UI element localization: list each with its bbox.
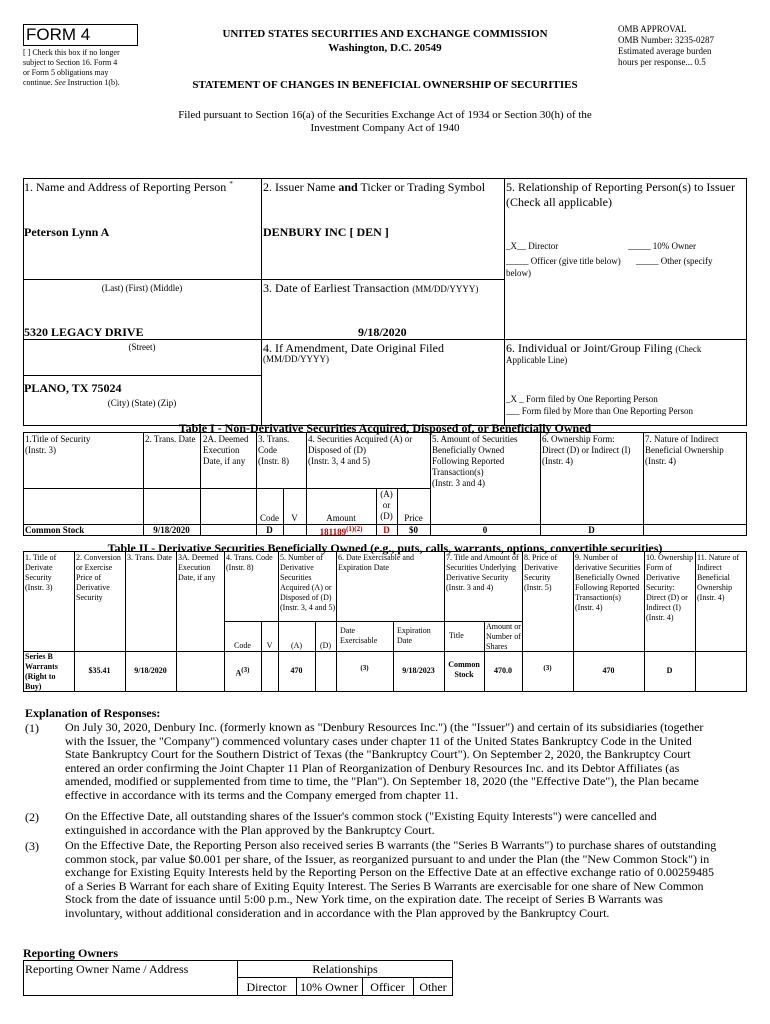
- t2-sub-code: Code: [234, 641, 251, 650]
- t2-row-security-3: (Right to: [25, 672, 56, 681]
- exp1-line1: On July 30, 2020, Denbury Inc. (formerly known as "Denbury Resources Inc.") (the "Issuer") and certain of its subsidiaries (together: [65, 720, 704, 734]
- t2-col11-header: [697, 553, 747, 603]
- t2-col2-header: [76, 553, 125, 603]
- exp3-line5: Stock from the date of issuance until 5:00 p.m., New York time, on the expiration date. The receipt of Series B Warrants was: [65, 892, 663, 906]
- t2-sub-expiration-2: Date: [397, 636, 413, 645]
- box2-label-pre: 2. Issuer Name: [263, 180, 339, 194]
- t2-sub-amount-3: Shares: [486, 642, 508, 651]
- t2-sub-a: (A): [290, 641, 303, 650]
- t1-col7-h3: (Instr. 4): [645, 456, 676, 466]
- omb-block: [618, 24, 748, 68]
- director-label: Director: [528, 241, 559, 251]
- t2-col8-h1: 8. Price of: [524, 553, 558, 562]
- see-label: See: [54, 78, 66, 87]
- t2-col9-h5: Transaction(s): [575, 593, 621, 602]
- agency-city: Washington, D.C. 20549: [328, 42, 442, 54]
- t1-col5-h2: Beneficially Owned: [432, 445, 505, 455]
- box6-label-text: 6. Individual or Joint/Group Filing: [506, 341, 673, 355]
- exp3-line4: of a Series B Warrant for each share of Exiting Equity Interest. The Series B Warrants are exercisable for one share of New Common: [65, 878, 704, 893]
- checkbox-note: [23, 48, 151, 88]
- box3-label-text: 3. Date of Earliest Transaction: [263, 281, 410, 295]
- t1-col1-h2: (Instr. 3): [25, 445, 56, 455]
- t2-row-exercisable[interactable]: (3): [360, 664, 369, 672]
- table1-title: Table I - Non-Derivative Securities Acquired, Disposed of, or Beneficially Owned: [178, 421, 592, 435]
- t2-col10-h4: Security:: [646, 583, 675, 592]
- t1-row-price: $0: [409, 525, 418, 535]
- t2-col2-h2: or Exercise: [76, 563, 113, 572]
- officer-mark[interactable]: _____: [506, 256, 529, 266]
- t1-sub-price: Price: [404, 513, 423, 523]
- exp1-line5: amended, modified or supplemented from time to time, the "Plan"). On September 18, 2020 (the "Effective Date"), the Plan became: [65, 774, 699, 788]
- exp1-line6: effective in accordance with its terms and the Company emerged from chapter 11.: [65, 787, 459, 802]
- street-address: 5320 LEGACY DRIVE: [24, 325, 144, 339]
- t1-row-date: 9/18/2020: [153, 525, 190, 535]
- t2-col1-h1: 1. Title of: [25, 553, 57, 562]
- t2-col2-h5: Security: [76, 593, 103, 602]
- t2-sub-d: (D): [319, 641, 332, 650]
- box6-applicable: Applicable Line): [506, 355, 568, 365]
- t2-col9-h3: Beneficially Owned: [575, 573, 640, 582]
- t1-col6-header: [542, 434, 643, 467]
- box2-label-post: Ticker or Trading Symbol: [357, 180, 486, 194]
- t2-col5-h3: Securities: [280, 573, 312, 582]
- t2-col8-h4: (Instr. 5): [524, 583, 552, 592]
- officer-line: [506, 256, 621, 267]
- t1-col5-h3: Following Reported: [432, 456, 505, 466]
- owners-relationships: Relationships: [312, 962, 378, 976]
- t1-row-code: D: [266, 525, 273, 535]
- omb-burden-1: Estimated average burden: [618, 46, 712, 56]
- t2-row-price: $35.41: [88, 666, 111, 675]
- omb-number: OMB Number: 3235-0287: [618, 35, 714, 45]
- t1-col2a-header: [203, 434, 257, 467]
- t2-row-security-2: Warrants: [25, 662, 58, 671]
- t2-col9-h4: Following Reported: [575, 583, 640, 592]
- issuer-name: DENBURY INC [ DEN ]: [263, 225, 389, 239]
- t2-row-a: 470: [290, 666, 303, 675]
- t2-col5-header: [280, 553, 336, 613]
- explanation-num-1: (1): [25, 721, 39, 735]
- t2-col1-h3: Security: [25, 573, 52, 582]
- t2-col11-h1: 11. Nature of: [697, 553, 740, 562]
- t2-col2-h3: Price of: [76, 573, 102, 582]
- t2-col10-h3: Derivative: [646, 573, 680, 582]
- table2-title: Table II - Derivative Securities Beneficially Owned (e.g., puts, calls, warrants, options, convertible securities): [107, 541, 663, 555]
- box1-label: [24, 180, 260, 194]
- t1-col4-header: [308, 434, 430, 467]
- t2-col10-h2: Form of: [646, 563, 672, 572]
- reporting-person-name: Peterson Lynn A: [24, 225, 110, 239]
- box3-label: [263, 281, 503, 295]
- box5-sub: (Check all applicable): [506, 195, 612, 209]
- t1-col1-h1: 1.Title of Security: [25, 434, 91, 444]
- city-label: (City) (State) (Zip): [107, 398, 177, 408]
- t1-col3-h3: (Instr. 8): [258, 456, 289, 466]
- t1-col5-header: [432, 434, 540, 489]
- explanation-num-3: (3): [25, 839, 39, 853]
- statement-title: STATEMENT OF CHANGES IN BENEFICIAL OWNERSHIP OF SECURITIES: [192, 79, 578, 91]
- t1-col2-header: 2. Trans. Date: [145, 434, 196, 444]
- explanation-num-2: (2): [25, 810, 39, 824]
- t2-sub-exercisable: [340, 626, 392, 646]
- info-grid: [23, 178, 747, 426]
- t1-col2a-h2: Execution: [203, 445, 240, 455]
- t1-sub-code: Code: [260, 513, 279, 523]
- omb-burden-2: hours per response... 0.5: [618, 57, 706, 67]
- t1-col6-h2: Direct (D) or Indirect (I): [542, 445, 631, 455]
- t2-col1-h2: Derivate: [25, 563, 53, 572]
- t1-col3-header: [258, 434, 306, 467]
- t2-row-code-note[interactable]: (3): [241, 666, 250, 674]
- t1-col4-h2: Disposed of (D): [308, 445, 366, 455]
- form-title-box: [23, 24, 138, 46]
- t2-col2-h4: Derivative: [76, 583, 110, 592]
- t2-col4-header: [226, 553, 278, 573]
- t2-col10-h1: 10. Ownership: [646, 553, 694, 562]
- t1-sub-aord-3: (D): [380, 511, 393, 521]
- t2-col9-h1: 9. Number of: [575, 553, 618, 562]
- t2-col5-h6: (Instr. 3, 4 and 5): [280, 603, 336, 612]
- t1-col3-h2: Code: [258, 445, 277, 455]
- t2-sub-exercisable-1: Date: [340, 626, 356, 635]
- other-line: [636, 256, 712, 267]
- t1-row-owned: 0: [482, 525, 488, 535]
- name-parts-label: (Last) (First) (Middle): [101, 283, 183, 293]
- owners-name-col: Reporting Owner Name / Address: [25, 962, 189, 976]
- t2-row-title-2: Stock: [454, 670, 474, 679]
- t2-row-security: [25, 652, 74, 692]
- t1-col6-h1: 6. Ownership Form:: [542, 434, 615, 444]
- filed-line-2: Investment Company Act of 1940: [310, 122, 460, 134]
- t1-row-aord: D: [383, 525, 390, 535]
- t2-row-owned: 470: [602, 666, 615, 675]
- owner-label: 10% Owner: [652, 241, 696, 251]
- exp1-line2: with the Issuer, the "Company") commenced voluntary cases under chapter 11 of the United States Bankruptcy Code in the United: [65, 733, 692, 748]
- t2-col7-h4: (Instr. 3 and 4): [446, 583, 494, 592]
- t2-col7-h2: Securities Underlying: [446, 563, 516, 572]
- filed-line-1: Filed pursuant to Section 16(a) of the Securities Exchange Act of 1934 or Section 30(h) of the: [178, 109, 592, 121]
- t2-col1-h4: (Instr. 3): [25, 583, 53, 592]
- t2-col7-h3: Derivative Security: [446, 573, 509, 582]
- instruction-label: Instruction 1(b).: [67, 78, 120, 87]
- box4-format: (MM/DD/YYYY): [263, 354, 329, 364]
- t1-col5-h1: 5. Amount of Securities: [432, 434, 518, 444]
- t1-row-amount-value: 181189: [319, 527, 347, 537]
- box2-label-and: and: [338, 180, 358, 194]
- t1-row-amount: [306, 525, 376, 538]
- box4-label: 4. If Amendment, Date Original Filed: [263, 341, 444, 355]
- t2-row-title-1: Common: [448, 660, 480, 669]
- t1-col7-h1: 7. Nature of Indirect: [645, 434, 719, 444]
- t1-col7-header: [645, 434, 747, 467]
- exp2-line2: extinguished in accordance with the Plan approved by the Bankruptcy Court.: [65, 822, 435, 837]
- form-title: FORM 4: [26, 25, 91, 44]
- t2-col3a-h3: Date, if any: [178, 573, 216, 582]
- t2-col4-h1: 4. Trans. Code: [226, 553, 273, 562]
- t2-row-title: [444, 660, 484, 680]
- owners-director: Director: [246, 980, 287, 994]
- t2-sub-title: Title: [449, 631, 464, 640]
- t1-sub-v: V: [291, 513, 298, 523]
- officer-label: Officer (give title below): [530, 256, 621, 266]
- box5-label: 5. Relationship of Reporting Person(s) to Issuer: [506, 180, 735, 194]
- t1-sub-aord-1: (A): [380, 489, 393, 499]
- t2-col5-h2: Derivative: [280, 563, 314, 572]
- t2-col7-h1: 7. Title and Amount of: [446, 553, 519, 562]
- t1-col2a-h1: 2A. Deemed: [203, 434, 249, 444]
- t2-sub-expiration: [397, 626, 443, 646]
- t2-sub-exercisable-2: Exercisable: [340, 636, 378, 645]
- owners-heading: Reporting Owners: [23, 946, 118, 960]
- t1-sub-aord-2: or: [382, 500, 391, 510]
- t2-col8-header: [524, 553, 573, 593]
- t2-col10-h6: Indirect (I): [646, 603, 681, 612]
- t2-row-shares: 470.0: [494, 666, 512, 675]
- owners-10pct: 10% Owner: [300, 980, 358, 994]
- agency-title: UNITED STATES SECURITIES AND EXCHANGE COMMISSION: [222, 28, 548, 40]
- t2-col11-h3: Beneficial: [697, 573, 730, 582]
- explanation-heading: Explanation of Responses:: [25, 706, 161, 720]
- t1-row-security: Common Stock: [25, 525, 85, 535]
- exp1-line4: entered an order confirming the Joint Chapter 11 Plan of Reorganization of Denbury Resources Inc. and its Debtor Affiliates (as: [65, 760, 680, 775]
- t1-row-form: D: [588, 525, 595, 535]
- t2-col11-h4: Ownership: [697, 583, 733, 592]
- t2-col3a-h2: Execution: [178, 563, 211, 572]
- t2-col3a-header: [178, 553, 224, 583]
- t1-sub-aord: [376, 489, 397, 522]
- t2-row-form: D: [666, 666, 673, 675]
- filing-one[interactable]: _X _ Form filed by One Reporting Person: [506, 394, 658, 404]
- city-address: PLANO, TX 75024: [24, 381, 122, 395]
- t1-col5-h4: Transaction(s): [432, 467, 484, 477]
- t2-col10-h5: Direct (D) or: [646, 593, 688, 602]
- director-mark[interactable]: _X__: [506, 241, 526, 251]
- owner-mark[interactable]: _____: [628, 241, 651, 251]
- omb-approval: OMB APPROVAL: [618, 24, 687, 34]
- filing-more[interactable]: ___ Form filed by More than One Reporting Person: [506, 406, 693, 416]
- t2-col4-h2: (Instr. 8): [226, 563, 254, 572]
- t2-col2-h1: 2. Conversion: [76, 553, 121, 562]
- below-label: below): [506, 268, 531, 278]
- box6-check: (Check: [675, 344, 702, 354]
- t2-row-deriv-price[interactable]: (3): [543, 664, 552, 672]
- t1-col2a-h3: Date, if any: [203, 456, 246, 466]
- exp3-line6: involuntary, without additional consideration and in accordance with the Plan approved by the Bankruptcy Court.: [65, 905, 610, 920]
- t2-col5-h4: Acquired (A) or: [280, 583, 332, 592]
- checkbox-note-text: [ ] Check this box if no longer subject to Section 16. Form 4 or Form 5 obligations may continue. See Instruction 1(b).: [23, 48, 120, 87]
- owners-other: Other: [419, 980, 447, 994]
- t2-col5-h5: Disposed of (D): [280, 593, 332, 602]
- exp3-line2: common stock, par value $0.001 per share, of the Issuer, as reorganized pursuant to and under the Plan (the "New Common Stock") in: [65, 851, 710, 866]
- t1-col1-header: [25, 434, 141, 456]
- t2-row-security-4: Buy): [25, 682, 42, 691]
- t2-col5-h1: 5. Number of: [280, 553, 323, 562]
- t2-col6-h1: 6. Date Exercisable and: [338, 553, 414, 562]
- director-line: [506, 241, 558, 252]
- earliest-transaction-date: 9/18/2020: [358, 325, 407, 339]
- t2-row-code: [224, 666, 261, 679]
- t2-sub-expiration-1: Expiration: [397, 626, 431, 635]
- t2-row-security-1: Series B: [25, 652, 53, 661]
- t2-col9-h2: derivative Securities: [575, 563, 641, 572]
- t1-col7-h2: Beneficial Ownership: [645, 445, 724, 455]
- other-label: Other (specify: [660, 256, 713, 266]
- t1-col4-h3: (Instr. 3, 4 and 5): [308, 456, 370, 466]
- t1-col5-h5: (Instr. 3 and 4): [432, 478, 485, 488]
- other-mark[interactable]: _____: [636, 256, 659, 266]
- t1-sub-amount: Amount: [326, 513, 356, 523]
- t2-col9-h6: (Instr. 4): [575, 603, 603, 612]
- t1-col4-h1: 4. Securities Acquired (A) or: [308, 434, 413, 444]
- t2-col9-header: [575, 553, 645, 613]
- t1-col3-h1: 3. Trans.: [258, 434, 290, 444]
- owner-line: [628, 241, 696, 252]
- street-label: (Street): [128, 342, 156, 352]
- box1-footnote: *: [229, 180, 233, 188]
- owners-officer: Officer: [370, 980, 405, 994]
- t2-sub-amount-1: Amount or: [486, 622, 521, 631]
- t2-col3a-h1: 3A. Deemed: [178, 553, 219, 562]
- box2-label: [263, 180, 503, 194]
- t2-col6-header: [338, 553, 444, 573]
- t2-row-date: 9/18/2020: [134, 666, 167, 675]
- t1-col6-h3: (Instr. 4): [542, 456, 573, 466]
- t2-col8-h2: Derivative: [524, 563, 558, 572]
- box6-label: [506, 341, 747, 355]
- box3-format: (MM/DD/YYYY): [412, 284, 479, 294]
- t2-col3-header: 3. Trans. Date: [127, 553, 172, 562]
- t2-row-code-value: A: [235, 668, 242, 678]
- t2-col8-h3: Security: [524, 573, 551, 582]
- t1-row-amount-note[interactable]: (1)(2): [346, 525, 363, 533]
- exp3-line3: exchange for Existing Equity Interests held by the Reporting Person on the Effective Date at an effective exchange ratio of 0.00259485: [65, 865, 715, 879]
- t2-sub-amount-2: Number of: [486, 632, 521, 641]
- exp3-line1: On the Effective Date, the Reporting Person also received series B warrants (the "Series B Warrants") to purchase shares of outstanding: [65, 838, 717, 852]
- t2-col10-h7: (Instr. 4): [646, 613, 674, 622]
- t2-col1-header: [25, 553, 74, 593]
- t2-col11-h2: Indirect: [697, 563, 722, 572]
- t2-col11-h5: (Instr. 4): [697, 593, 725, 602]
- exp2-line1: On the Effective Date, all outstanding shares of the Issuer's common stock ("Existing Equity Interests") were cancelled and: [65, 809, 657, 823]
- exp1-line3: State Bankruptcy Court for the Southern District of Texas (the "Bankruptcy Court"). On September 2, 2020, the Bankruptcy Court: [65, 747, 691, 761]
- box1-label-text: 1. Name and Address of Reporting Person: [24, 180, 227, 194]
- t2-sub-amount: [486, 622, 522, 652]
- t2-row-expiration: 9/18/2023: [402, 666, 435, 675]
- t2-col6-h2: Expiration Date: [338, 563, 389, 572]
- t2-col10-header: [646, 553, 695, 623]
- t2-col7-header: [446, 553, 522, 593]
- t2-sub-v: V: [266, 641, 273, 650]
